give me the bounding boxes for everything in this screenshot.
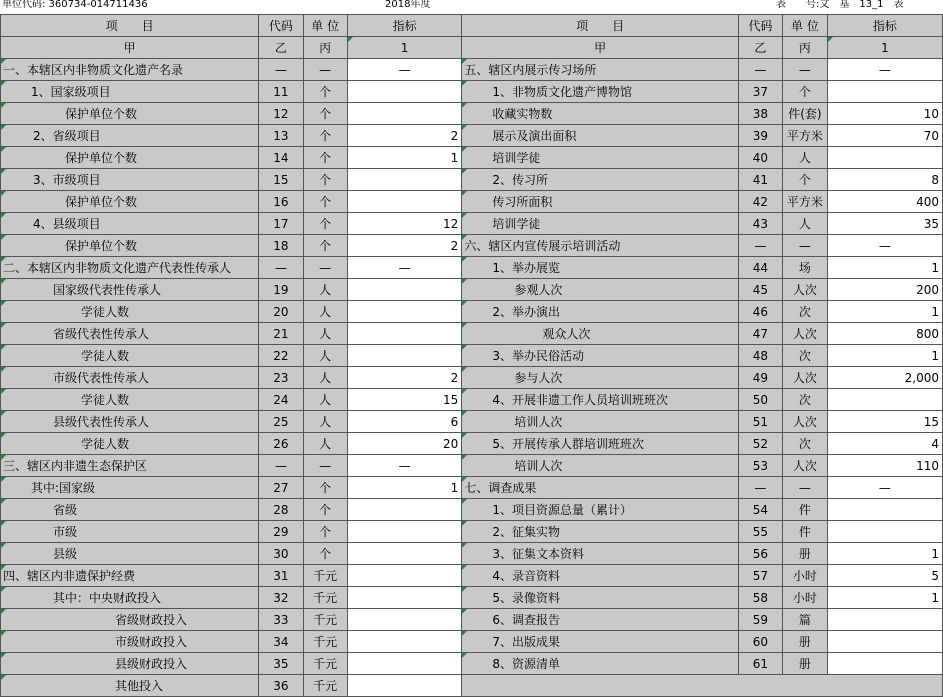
item-label: 三、辖区内非遗生态保护区 (1, 455, 259, 477)
item-code: 22 (259, 345, 303, 367)
item-code: 23 (259, 367, 303, 389)
table-row (1, 653, 943, 675)
item-unit: 人 (303, 301, 347, 323)
indicator-value[interactable] (347, 565, 461, 587)
item-unit: 篇 (782, 609, 827, 631)
item-label: 省级财政投入 (1, 609, 259, 631)
item-unit: 人次 (782, 455, 827, 477)
indicator-value[interactable] (827, 81, 942, 103)
item-code: 43 (738, 213, 782, 235)
empty-cell (462, 675, 943, 697)
item-label: 保护单位个数 (1, 147, 259, 169)
item-label: 6、调查报告 (462, 609, 739, 631)
item-code: 58 (738, 587, 782, 609)
indicator-value[interactable]: — (347, 257, 461, 279)
item-unit: 个 (782, 81, 827, 103)
header-indicator-left: 指标 (347, 15, 461, 37)
item-code: 48 (738, 345, 782, 367)
header-col-b-left: 乙 (259, 37, 303, 59)
report-top-bar (0, 0, 943, 14)
indicator-value[interactable] (347, 103, 461, 125)
indicator-value[interactable]: 6 (347, 411, 461, 433)
table-row (1, 499, 943, 521)
item-label: 4、录音资料 (462, 565, 739, 587)
indicator-value[interactable]: 800 (827, 323, 942, 345)
report-year: 2018年度 (385, 0, 431, 10)
indicator-value[interactable]: 1 (827, 345, 942, 367)
item-code: 55 (738, 521, 782, 543)
indicator-value[interactable]: 2 (347, 235, 461, 257)
item-label: 8、资源清单 (462, 653, 739, 675)
item-code: — (259, 59, 303, 81)
item-unit: 册 (782, 543, 827, 565)
item-unit: — (303, 455, 347, 477)
item-unit: 平方米 (782, 191, 827, 213)
indicator-value[interactable] (827, 521, 942, 543)
table-row (1, 565, 943, 587)
item-code: 38 (738, 103, 782, 125)
header-letter-row (1, 37, 943, 59)
item-unit: — (303, 59, 347, 81)
indicator-value[interactable]: — (827, 477, 942, 499)
item-unit: 件 (782, 499, 827, 521)
item-code: 52 (738, 433, 782, 455)
item-code: 56 (738, 543, 782, 565)
item-code: 26 (259, 433, 303, 455)
item-label: 市级代表性传承人 (1, 367, 259, 389)
item-label: 保护单位个数 (1, 235, 259, 257)
item-label: 1、举办展览 (462, 257, 739, 279)
item-label: 四、辖区内非遗保护经费 (1, 565, 259, 587)
item-label: 4、开展非遗工作人员培训班班次 (462, 389, 739, 411)
table-row (1, 411, 943, 433)
header-item-right: 项 目 (462, 15, 739, 37)
item-label: 其他投入 (1, 675, 259, 697)
item-unit: 人 (303, 389, 347, 411)
header-unit-left: 单 位 (303, 15, 347, 37)
item-unit: — (782, 59, 827, 81)
item-code: 53 (738, 455, 782, 477)
item-unit: 小时 (782, 565, 827, 587)
item-unit: 人 (782, 147, 827, 169)
indicator-value[interactable]: 20 (347, 433, 461, 455)
indicator-value[interactable]: 1 (827, 257, 942, 279)
item-unit: 个 (303, 103, 347, 125)
item-code: 36 (259, 675, 303, 697)
item-label: 省级代表性传承人 (1, 323, 259, 345)
item-label: 国家级代表性传承人 (1, 279, 259, 301)
item-unit: 次 (782, 433, 827, 455)
indicator-value[interactable] (347, 543, 461, 565)
item-label: 市级财政投入 (1, 631, 259, 653)
table-row (1, 455, 943, 477)
indicator-value[interactable] (347, 345, 461, 367)
header-code-right: 代码 (738, 15, 782, 37)
indicator-value[interactable]: — (347, 59, 461, 81)
table-row (1, 257, 943, 279)
item-label: 六、辖区内宣传展示培训活动 (462, 235, 739, 257)
item-code: 57 (738, 565, 782, 587)
table-row (1, 587, 943, 609)
item-code: 44 (738, 257, 782, 279)
item-unit: 个 (303, 235, 347, 257)
form-number: 表 号:文 基 13_1 表 (776, 0, 904, 10)
item-unit: 场 (782, 257, 827, 279)
item-label: 5、开展传承人群培训班班次 (462, 433, 739, 455)
item-code: 49 (738, 367, 782, 389)
table-row (1, 609, 943, 631)
item-label: 一、本辖区内非物质文化遗产名录 (1, 59, 259, 81)
unit-code: 单位代码: 360734-014711436 (2, 0, 148, 10)
item-unit: 人次 (782, 367, 827, 389)
item-code: 47 (738, 323, 782, 345)
item-code: 28 (259, 499, 303, 521)
statistics-table (0, 14, 943, 697)
item-code: 61 (738, 653, 782, 675)
item-code: — (259, 455, 303, 477)
table-row (1, 345, 943, 367)
header-col-c-right: 丙 (782, 37, 827, 59)
table-row (1, 389, 943, 411)
item-code: 13 (259, 125, 303, 147)
item-code: 50 (738, 389, 782, 411)
item-label: 1、国家级项目 (1, 81, 259, 103)
item-code: 30 (259, 543, 303, 565)
table-row (1, 323, 943, 345)
indicator-value[interactable] (827, 609, 942, 631)
indicator-value[interactable] (347, 587, 461, 609)
item-label: 学徒人数 (1, 389, 259, 411)
item-unit: 千元 (303, 653, 347, 675)
item-code: 59 (738, 609, 782, 631)
item-label: 其中：中央财政投入 (1, 587, 259, 609)
item-unit: 个 (303, 543, 347, 565)
item-code: 39 (738, 125, 782, 147)
indicator-value[interactable]: 4 (827, 433, 942, 455)
item-code: 46 (738, 301, 782, 323)
indicator-value[interactable] (827, 147, 942, 169)
indicator-value[interactable] (347, 169, 461, 191)
indicator-value[interactable]: 2,000 (827, 367, 942, 389)
indicator-value[interactable]: 12 (347, 213, 461, 235)
indicator-value[interactable]: 200 (827, 279, 942, 301)
item-unit: 个 (782, 169, 827, 191)
table-row (1, 125, 943, 147)
item-label: 3、市级项目 (1, 169, 259, 191)
item-unit: 个 (303, 213, 347, 235)
item-label: 2、举办演出 (462, 301, 739, 323)
indicator-value[interactable]: — (827, 59, 942, 81)
header-col-b-right: 乙 (738, 37, 782, 59)
item-code: 37 (738, 81, 782, 103)
table-row (1, 81, 943, 103)
indicator-value[interactable]: 1 (347, 147, 461, 169)
item-label: 二、本辖区内非物质文化遗产代表性传承人 (1, 257, 259, 279)
item-label: 培训人次 (462, 455, 739, 477)
item-code: 25 (259, 411, 303, 433)
item-label: 保护单位个数 (1, 103, 259, 125)
item-unit: — (303, 257, 347, 279)
item-unit: 次 (782, 389, 827, 411)
table-row (1, 213, 943, 235)
item-label: 参与人次 (462, 367, 739, 389)
indicator-value[interactable]: 5 (827, 565, 942, 587)
header-row (1, 15, 943, 37)
item-unit: 个 (303, 169, 347, 191)
table-row (1, 59, 943, 81)
item-label: 省级 (1, 499, 259, 521)
item-label: 学徒人数 (1, 433, 259, 455)
item-unit: 件 (782, 521, 827, 543)
header-code-left: 代码 (259, 15, 303, 37)
indicator-value[interactable]: 1 (347, 477, 461, 499)
item-unit: 千元 (303, 587, 347, 609)
table-row (1, 235, 943, 257)
item-label: 2、省级项目 (1, 125, 259, 147)
item-label: 培训学徒 (462, 147, 739, 169)
item-code: 15 (259, 169, 303, 191)
indicator-value[interactable] (347, 499, 461, 521)
item-label: 2、征集实物 (462, 521, 739, 543)
indicator-value[interactable] (827, 499, 942, 521)
indicator-value[interactable]: 1 (827, 301, 942, 323)
item-unit: 册 (782, 653, 827, 675)
item-label: 收藏实物数 (462, 103, 739, 125)
indicator-value[interactable] (347, 279, 461, 301)
item-unit: 册 (782, 631, 827, 653)
item-code: 51 (738, 411, 782, 433)
item-unit: 人 (303, 433, 347, 455)
item-code: 14 (259, 147, 303, 169)
header-indicator-right: 指标 (827, 15, 942, 37)
item-unit: 人 (782, 213, 827, 235)
item-label: 县级财政投入 (1, 653, 259, 675)
item-label: 1、项目资源总量（累计） (462, 499, 739, 521)
item-code: 60 (738, 631, 782, 653)
table-row (1, 675, 943, 697)
table-row (1, 169, 943, 191)
indicator-value[interactable]: 2 (347, 125, 461, 147)
item-code: — (738, 477, 782, 499)
table-row (1, 147, 943, 169)
item-code: 27 (259, 477, 303, 499)
item-unit: 平方米 (782, 125, 827, 147)
item-label: 学徒人数 (1, 301, 259, 323)
item-code: 54 (738, 499, 782, 521)
header-item-left: 项 目 (1, 15, 259, 37)
item-code: 40 (738, 147, 782, 169)
item-code: 11 (259, 81, 303, 103)
table-row (1, 279, 943, 301)
table-row (1, 301, 943, 323)
item-label: 观众人次 (462, 323, 739, 345)
table-row (1, 433, 943, 455)
item-label: 4、县级项目 (1, 213, 259, 235)
item-code: 33 (259, 609, 303, 631)
item-unit: 人 (303, 367, 347, 389)
item-unit: 个 (303, 81, 347, 103)
item-unit: — (782, 477, 827, 499)
indicator-value[interactable]: 70 (827, 125, 942, 147)
indicator-value[interactable] (347, 609, 461, 631)
item-unit: 人 (303, 345, 347, 367)
item-label: 县级代表性传承人 (1, 411, 259, 433)
indicator-value[interactable]: 8 (827, 169, 942, 191)
item-unit: 千元 (303, 631, 347, 653)
indicator-value[interactable]: 1 (827, 587, 942, 609)
item-label: 七、调查成果 (462, 477, 739, 499)
indicator-value[interactable]: — (347, 455, 461, 477)
item-label: 传习所面积 (462, 191, 739, 213)
item-label: 市级 (1, 521, 259, 543)
item-unit: 个 (303, 521, 347, 543)
item-label: 5、录像资料 (462, 587, 739, 609)
item-unit: — (782, 235, 827, 257)
item-code: 12 (259, 103, 303, 125)
indicator-value[interactable] (347, 675, 461, 697)
item-code: 41 (738, 169, 782, 191)
item-unit: 个 (303, 147, 347, 169)
item-label: 保护单位个数 (1, 191, 259, 213)
indicator-value[interactable]: 2 (347, 367, 461, 389)
table-row (1, 367, 943, 389)
item-label: 其中:国家级 (1, 477, 259, 499)
table-row (1, 521, 943, 543)
item-code: 31 (259, 565, 303, 587)
item-unit: 千元 (303, 565, 347, 587)
item-unit: 人 (303, 323, 347, 345)
item-label: 参观人次 (462, 279, 739, 301)
item-code: 17 (259, 213, 303, 235)
item-label: 学徒人数 (1, 345, 259, 367)
indicator-value[interactable]: 15 (827, 411, 942, 433)
indicator-value[interactable]: 110 (827, 455, 942, 477)
item-unit: 个 (303, 477, 347, 499)
item-code: 20 (259, 301, 303, 323)
table-row (1, 191, 943, 213)
table-row (1, 477, 943, 499)
indicator-value[interactable] (347, 521, 461, 543)
table-row (1, 103, 943, 125)
item-label: 3、征集文本资料 (462, 543, 739, 565)
item-code: 35 (259, 653, 303, 675)
item-label: 培训学徒 (462, 213, 739, 235)
item-code: — (738, 235, 782, 257)
header-col-c-left: 丙 (303, 37, 347, 59)
item-code: 21 (259, 323, 303, 345)
table-row (1, 543, 943, 565)
indicator-value[interactable] (827, 631, 942, 653)
indicator-value[interactable] (827, 389, 942, 411)
indicator-value[interactable] (347, 323, 461, 345)
item-unit: 人 (303, 279, 347, 301)
indicator-value[interactable] (347, 653, 461, 675)
item-unit: 件(套) (782, 103, 827, 125)
item-unit: 千元 (303, 609, 347, 631)
indicator-value[interactable]: 10 (827, 103, 942, 125)
item-label: 2、传习所 (462, 169, 739, 191)
indicator-value[interactable] (827, 653, 942, 675)
item-code: — (738, 59, 782, 81)
item-unit: 个 (303, 125, 347, 147)
header-col-1-left: 1 (347, 37, 461, 59)
indicator-value[interactable]: — (827, 235, 942, 257)
indicator-value[interactable] (347, 631, 461, 653)
item-unit: 小时 (782, 587, 827, 609)
item-unit: 千元 (303, 675, 347, 697)
item-label: 五、辖区内展示传习场所 (462, 59, 739, 81)
item-label: 1、非物质文化遗产博物馆 (462, 81, 739, 103)
item-unit: 人次 (782, 411, 827, 433)
item-code: 45 (738, 279, 782, 301)
item-unit: 次 (782, 345, 827, 367)
header-col-a-right: 甲 (462, 37, 739, 59)
indicator-value[interactable] (347, 191, 461, 213)
item-unit: 个 (303, 499, 347, 521)
item-label: 3、举办民俗活动 (462, 345, 739, 367)
item-unit: 人 (303, 411, 347, 433)
table-row (1, 631, 943, 653)
item-unit: 个 (303, 191, 347, 213)
indicator-value[interactable] (347, 301, 461, 323)
item-unit: 人次 (782, 279, 827, 301)
item-code: 29 (259, 521, 303, 543)
item-code: 18 (259, 235, 303, 257)
item-code: 19 (259, 279, 303, 301)
item-code: — (259, 257, 303, 279)
header-col-a-left: 甲 (1, 37, 259, 59)
item-label: 7、出版成果 (462, 631, 739, 653)
indicator-value[interactable]: 400 (827, 191, 942, 213)
item-label: 县级 (1, 543, 259, 565)
item-code: 16 (259, 191, 303, 213)
item-code: 32 (259, 587, 303, 609)
item-code: 34 (259, 631, 303, 653)
indicator-value[interactable] (347, 81, 461, 103)
item-label: 展示及演出面积 (462, 125, 739, 147)
indicator-value[interactable]: 1 (827, 543, 942, 565)
item-label: 培训人次 (462, 411, 739, 433)
indicator-value[interactable]: 35 (827, 213, 942, 235)
item-code: 24 (259, 389, 303, 411)
item-code: 42 (738, 191, 782, 213)
item-unit: 人次 (782, 323, 827, 345)
header-col-1-right: 1 (827, 37, 942, 59)
item-unit: 次 (782, 301, 827, 323)
indicator-value[interactable]: 15 (347, 389, 461, 411)
header-unit-right: 单 位 (782, 15, 827, 37)
